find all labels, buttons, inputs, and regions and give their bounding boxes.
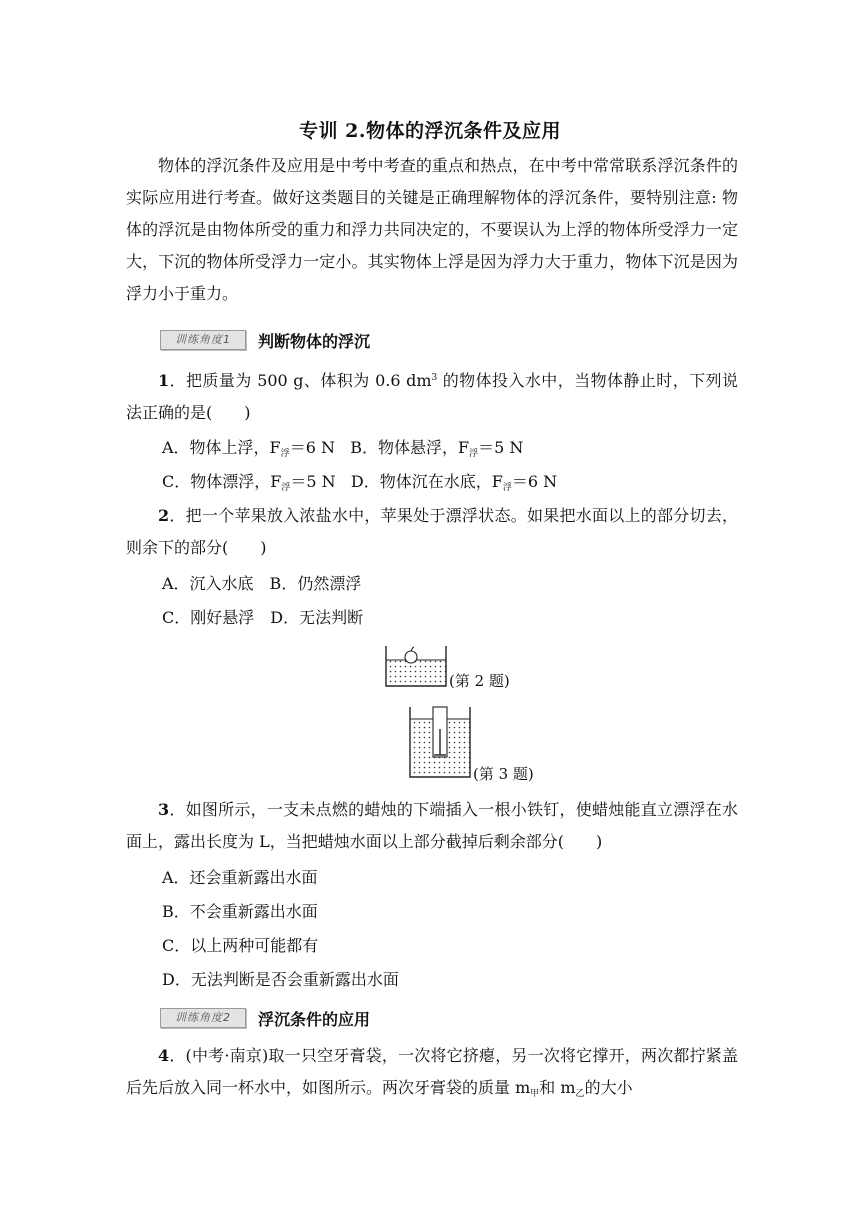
question-text: ．把质量为 500 g、体积为 0.6 dm (169, 371, 432, 390)
question-2 (126, 500, 738, 564)
q1-options-ab (162, 432, 523, 470)
question-text: 和 m (539, 1078, 576, 1097)
question-number: 1 (158, 371, 170, 390)
q3-option-b: B．不会重新露出水面 (162, 902, 318, 921)
intro-line: 的物体所受浮力一定大，下沉的物体所受浮力一定小。其实物体上浮是因为浮力 (126, 220, 738, 271)
question-4 (126, 1040, 738, 1110)
figure-caption-q3: (第 3 题) (473, 765, 534, 783)
question-text: ．把一个苹果放入浓盐水中，苹果处于漂浮状态。如果把水面以上的部分 (169, 506, 690, 525)
subscript: 浮 (469, 449, 479, 459)
option-a-value: ＝6 N (289, 438, 335, 457)
q2-options-cd: C．刚好悬浮 D．无法判断 (162, 608, 364, 627)
q3-option-a: A．还会重新露出水面 (162, 868, 318, 887)
question-number: 2 (158, 506, 170, 525)
subscript: 乙 (575, 1089, 585, 1099)
question-text: 拧紧盖后先后放入同一杯水中，如图所示。两次牙膏袋的质量 m (126, 1046, 738, 1097)
q1-options-cd (162, 466, 557, 504)
question-text: 说法正确的是( ) (126, 371, 738, 422)
option-b: B．物体悬浮，F (350, 438, 470, 457)
section-title: 判断物体的浮沉 (258, 331, 371, 351)
beaker-apple-figure (383, 644, 449, 690)
question-1 (126, 362, 738, 429)
question-text: 切去，则余下的部分( ) (126, 506, 738, 557)
question-number: 3 (158, 800, 170, 819)
question-number: 4 (158, 1046, 170, 1065)
intro-paragraph (126, 150, 738, 310)
option-d: D．物体沉在水底，F (350, 472, 503, 491)
intro-line: 条件的实际应用进行考查。做好这类题目的关键是正确理解物体的浮沉条件，要 (126, 156, 738, 207)
section-header-2 (160, 1006, 370, 1030)
section-title: 浮沉条件的应用 (258, 1009, 371, 1029)
section-badge: 训练角度1 (160, 330, 246, 350)
option-a: A．物体上浮，F (162, 438, 281, 457)
beaker-candle-figure (407, 705, 473, 781)
question-3 (126, 794, 738, 858)
figure-caption-q2: (第 2 题) (449, 672, 510, 690)
intro-line: 物体的浮沉条件及应用是中考中考查的重点和热点，在中考中常常联系浮沉 (158, 156, 690, 175)
question-text: 的大小 (584, 1078, 633, 1097)
q2-options-ab: A．沉入水底 B．仍然漂浮 (162, 574, 362, 593)
subscript: 甲 (530, 1089, 540, 1099)
question-text: 的物体投入水中，当物体静止时，下列 (437, 371, 722, 390)
section-badge: 训练角度2 (160, 1008, 246, 1028)
question-text: 浮在水面上，露出长度为 L，当把蜡烛水面以上部分截掉后剩余部分( ) (126, 800, 738, 851)
subscript: 浮 (281, 483, 291, 493)
intro-line: 大于重力，物体下沉是因为浮力小于重力。 (126, 252, 738, 303)
q3-option-d: D．无法判断是否会重新露出水面 (162, 970, 399, 989)
superscript: 3 (431, 373, 438, 383)
intro-line: 特别注意: 物体的浮沉是由物体所受的重力和浮力共同决定的，不要误认为上浮 (126, 188, 738, 239)
subscript: 浮 (280, 449, 290, 459)
q3-option-c: C．以上两种可能都有 (162, 936, 319, 955)
option-b-value: ＝5 N (478, 438, 524, 457)
section-header-1 (160, 328, 370, 352)
page-title: 专训 2.物体的浮沉条件及应用 (299, 120, 561, 142)
subscript: 浮 (502, 483, 512, 493)
option-d-value: ＝6 N (511, 472, 558, 491)
option-c-value: ＝5 N (290, 472, 336, 491)
option-c: C．物体漂浮，F (162, 472, 282, 491)
question-text: ．(中考·南京)取一只空牙膏袋，一次将它挤瘪，另一次将它撑开，两次都 (169, 1046, 690, 1065)
question-text: ．如图所示，一支未点燃的蜡烛的下端插入一根小铁钉，使蜡烛能直立漂 (169, 800, 690, 819)
